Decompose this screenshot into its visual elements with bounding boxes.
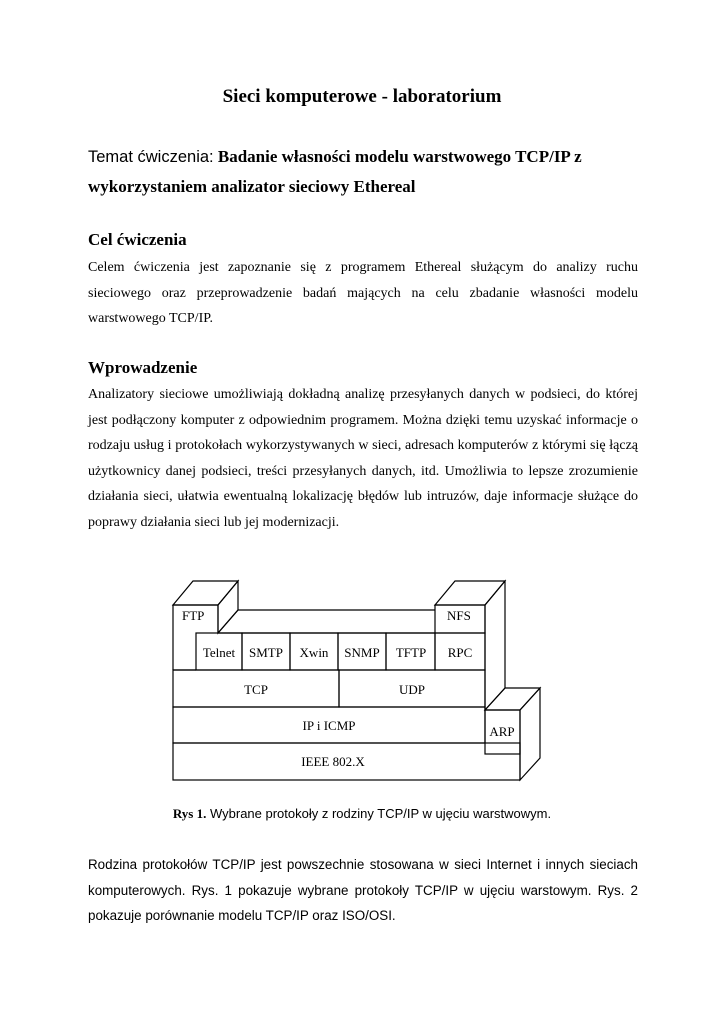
topic bbox=[88, 142, 648, 201]
tcpip-layer-diagram bbox=[0, 570, 724, 810]
caption-prefix: Rys 1. bbox=[172, 806, 207, 821]
arp-box-top bbox=[485, 688, 540, 710]
intro-paragraph: Analizatory sieciowe umożliwiają dokładną analizę przesyłanych danych w podsieci, do której jest podłączony komputer z odpowiednim programem. Można dzięki temu uzyskać informacje o rodzaju usług i protokołach wykorzystywanych w sieci, adresach komputerów z którymi się łączą użytkownicy danej podsieci, treści przesyłanych danych, itd. Umożliwia to lepsze zrozumienie działania sieci, ułatwia ewentualną lokalizację błędów lub intruzów, daje informacje służące do poprawy działania sieci lub jej modernizacji. bbox=[88, 387, 638, 530]
goal-heading: Cel ćwiczenia bbox=[88, 230, 187, 249]
topic-value: Badanie własności modelu warstwowego TCP/IP z wykorzystaniem analizator sieciowy Ethereal bbox=[88, 147, 582, 196]
ftp-label: FTP bbox=[182, 608, 205, 623]
tcp-label: TCP bbox=[244, 682, 268, 697]
telnet-label: Telnet bbox=[202, 645, 236, 660]
caption-text: Wybrane protokoły z rodziny TCP/IP w ujęciu warstwowym. bbox=[209, 806, 552, 821]
document-title: Sieci komputerowe - laboratorium bbox=[222, 86, 502, 107]
arp-label: ARP bbox=[489, 724, 515, 739]
ftp-box-side bbox=[218, 581, 238, 633]
tftp-label: TFTP bbox=[395, 645, 427, 660]
ip-label: IP i ICMP bbox=[302, 718, 356, 733]
rpc-label: RPC bbox=[447, 645, 473, 660]
bridge-edge bbox=[218, 610, 435, 633]
goal-paragraph: Celem ćwiczenia jest zapoznanie się z programem Ethereal służącym do analizy ruchu sieciowego oraz przeprowadzenie badań mających na celu zbadanie własności modelu warstwowego TCP/IP. bbox=[88, 260, 638, 326]
arp-box-side bbox=[520, 688, 540, 780]
udp-label: UDP bbox=[398, 682, 426, 697]
closing-paragraph: Rodzina protokołów TCP/IP jest powszechnie stosowana w sieci Internet i innych sieciach komputerowych. Rys. 1 pokazuje wybrane protokoły TCP/IP w ujęciu warstowym. Rys. 2 pokazuje porównanie modelu TCP/IP oraz ISO/OSI. bbox=[88, 857, 638, 923]
intro-heading: Wprowadzenie bbox=[88, 358, 198, 377]
smtp-label: SMTP bbox=[249, 645, 283, 660]
nfs-label: NFS bbox=[447, 608, 471, 623]
topic-label: Temat ćwiczenia: bbox=[88, 148, 214, 166]
snmp-label: SNMP bbox=[344, 645, 380, 660]
ieee-label: IEEE 802.X bbox=[301, 754, 365, 769]
figure-caption bbox=[0, 806, 724, 822]
xwin-label: Xwin bbox=[299, 645, 329, 660]
